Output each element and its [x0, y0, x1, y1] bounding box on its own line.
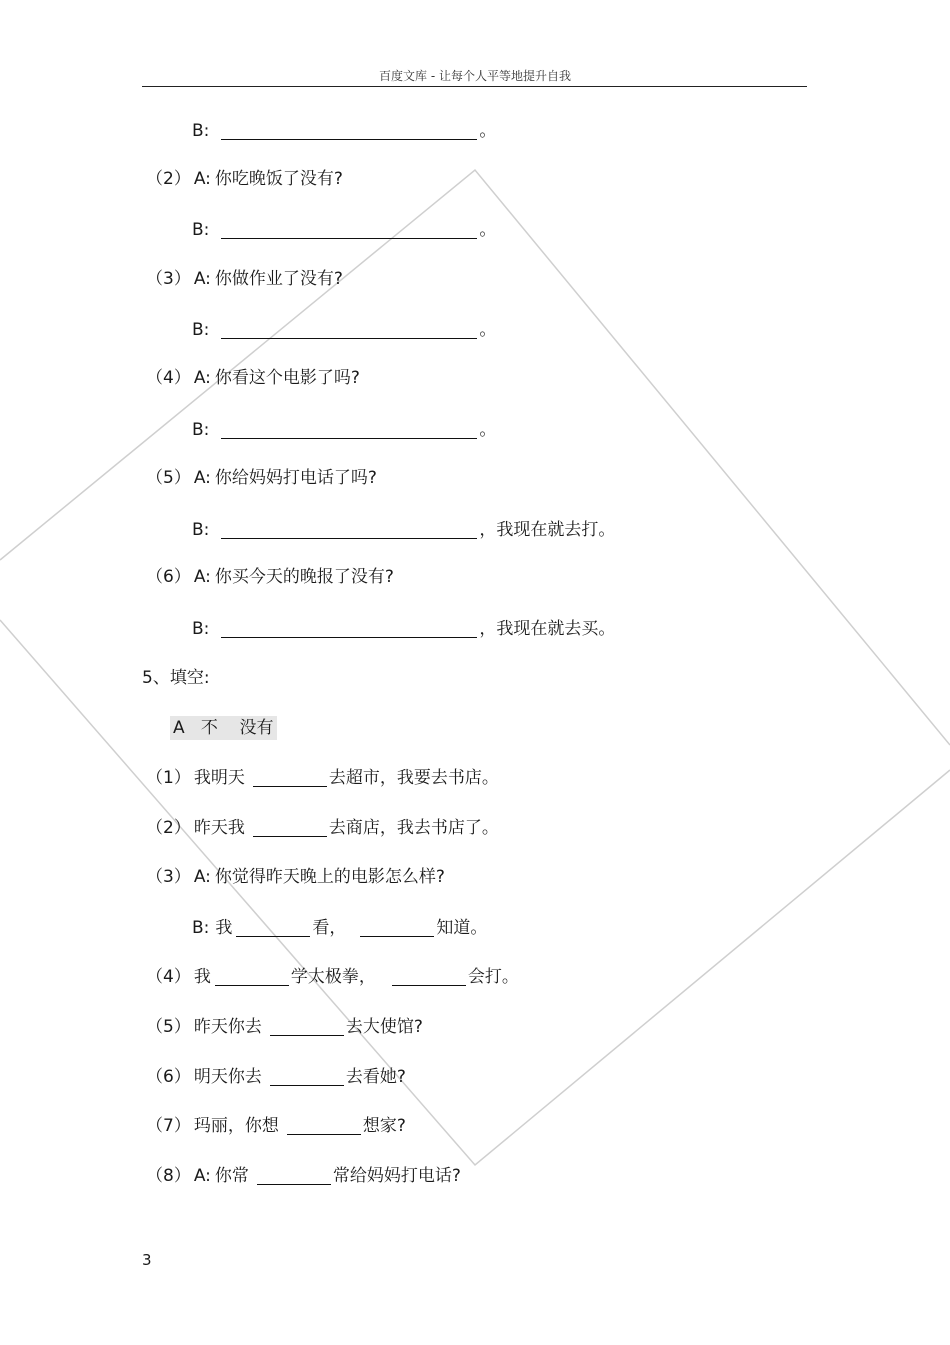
- fill-blank[interactable]: [360, 918, 434, 937]
- fill-item-1: （1） 我明天 去超市，我要去书店。: [146, 768, 499, 788]
- fill-blank[interactable]: [253, 818, 327, 837]
- question-2: （2） A: 你吃晚饭了没有?: [146, 169, 343, 189]
- fill-blank[interactable]: [215, 967, 289, 986]
- fill-item-8: （8） A: 你常 常给妈妈打电话?: [146, 1166, 461, 1186]
- answer-line-3: B: 。: [192, 320, 497, 340]
- header-divider: [142, 86, 807, 87]
- question-3: （3） A: 你做作业了没有?: [146, 269, 343, 289]
- answer-blank[interactable]: [221, 121, 477, 140]
- answer-blank[interactable]: [221, 220, 477, 239]
- answer-line-1: B: 。: [192, 121, 497, 141]
- fill-item-5: （5） 昨天你去 去大使馆?: [146, 1017, 423, 1037]
- fill-item-3-answer: B: 我 看， 知道。: [192, 918, 488, 938]
- page-number: 3: [142, 1251, 152, 1269]
- word-options: A 不 没有: [170, 716, 277, 740]
- fill-blank[interactable]: [236, 918, 310, 937]
- answer-line-6: B: ，我现在就去买。: [192, 619, 616, 639]
- fill-blank[interactable]: [392, 967, 466, 986]
- section-title: 5、填空:: [142, 668, 210, 688]
- answer-line-4: B: 。: [192, 420, 497, 440]
- fill-item-4: （4） 我 学太极拳， 会打。: [146, 967, 519, 987]
- fill-blank[interactable]: [253, 768, 327, 787]
- fill-blank[interactable]: [270, 1017, 344, 1036]
- fill-blank[interactable]: [270, 1067, 344, 1086]
- question-4: （4） A: 你看这个电影了吗?: [146, 368, 360, 388]
- fill-blank[interactable]: [287, 1116, 361, 1135]
- answer-blank[interactable]: [221, 619, 477, 638]
- answer-line-2: B: 。: [192, 220, 497, 240]
- fill-item-7: （7） 玛丽，你想 想家?: [146, 1116, 406, 1136]
- fill-item-3: （3） A: 你觉得昨天晚上的电影怎么样?: [146, 867, 445, 887]
- fill-blank[interactable]: [257, 1166, 331, 1185]
- question-6: （6） A: 你买今天的晚报了没有?: [146, 567, 394, 587]
- fill-item-2: （2） 昨天我 去商店，我去书店了。: [146, 818, 499, 838]
- answer-blank[interactable]: [221, 520, 477, 539]
- page-header: 百度文库 - 让每个人平等地提升自我: [379, 69, 571, 83]
- fill-item-6: （6） 明天你去 去看她?: [146, 1067, 406, 1087]
- question-5: （5） A: 你给妈妈打电话了吗?: [146, 468, 377, 488]
- answer-blank[interactable]: [221, 420, 477, 439]
- answer-blank[interactable]: [221, 320, 477, 339]
- answer-line-5: B: ，我现在就去打。: [192, 520, 616, 540]
